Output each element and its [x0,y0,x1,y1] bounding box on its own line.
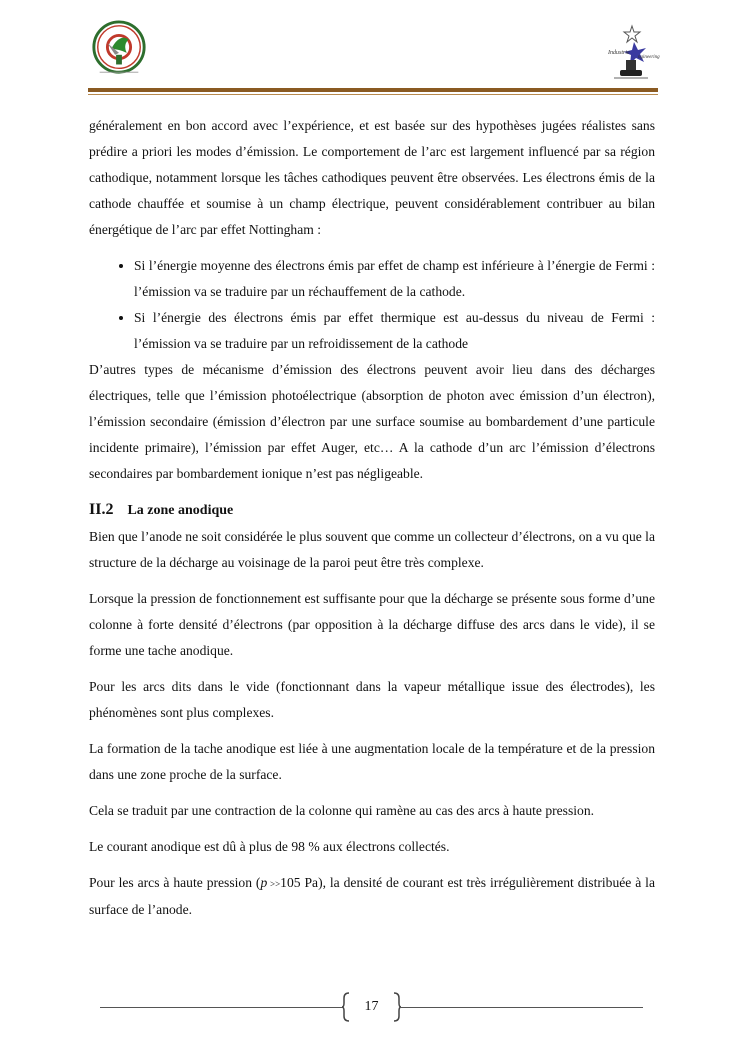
pressure-variable: p [260,875,268,890]
paragraph: Cela se traduit par une contraction de la colonne qui ramène au cas des arcs à haute pression. [89,803,595,818]
header-rule-thin [88,94,658,95]
section-title: La zone anodique [127,503,234,518]
paragraph: Le courant anodique est dû à plus de 98 % aux électrons collectés. [89,839,450,854]
much-greater-symbol: >> [267,879,281,889]
paragraph: Bien que l’anode ne soit considérée le plus souvent que comme un collecteur d’électrons, on a vu que la structure de la décharge au voisinage de la paroi peut être très complexe. [89,529,655,570]
page-header [0,0,745,100]
paragraph: généralement en bon accord avec l’expérience, et est basée sur des hypothèses jugées réalistes sans prédire a priori les modes d’émission. Le comportement de l’arc est largement influencé par sa région cathodique, notamment lorsque les tâches cathodiques peuvent être observées. Les électrons émis de la cathode chauffée et soumise à un champ électrique, peuvent considérablement contribuer au bilan énergétique de l’arc par effet Nottingham : [89,118,655,237]
university-emblem-icon [90,20,148,78]
footer-rule-left [100,1007,343,1008]
svg-text:Industrie: Industrie [608,50,630,56]
svg-text:ngineering: ngineering [638,55,660,60]
page-footer [0,990,745,1030]
list-item: • Si l’énergie des électrons émis par effet thermique est au-dessus du niveau de Fermi : l’émission va se traduire par un refroidissement de la cathode [134,305,655,357]
engineering-laboratory-logo-icon [604,24,660,82]
paragraph: Pour les arcs dits dans le vide (fonctionnant dans la vapeur métallique issue des électrodes), les phénomènes sont plus complexes. [89,679,655,720]
section-heading [89,497,655,524]
paragraph-text: 105 Pa), la densité de courant est très irrégulièrement distribuée à la surface de l’anode. [89,875,655,917]
section-number: II.2 [89,501,114,518]
paragraph [89,870,655,923]
paragraph-text: Pour les arcs à haute pression ( [89,875,261,890]
list-item: • Si l’énergie moyenne des électrons émis par effet de champ est inférieure à l’énergie de Fermi : l’émission va se traduire par un réchauffement de la cathode. [134,253,655,305]
bullet-list [89,253,655,357]
footer-rule-right [400,1007,643,1008]
page-content [89,113,655,923]
paragraph: La formation de la tache anodique est liée à une augmentation locale de la température et de la pression dans une zone proche de la surface. [89,741,655,782]
page-number: 17 [364,999,379,1014]
paragraph: Lorsque la pression de fonctionnement est suffisante pour que la décharge se présente sous forme d’une colonne à forte densité d’électrons (par opposition à la décharge diffuse des arcs dans le vide), il se forme une tache anodique. [89,591,655,658]
paragraph: D’autres types de mécanisme d’émission des électrons peuvent avoir lieu dans des décharges électriques, telle que l’émission photoélectrique (absorption de photon avec émission d’un électron), l’émission secondaire (émission d’électron par une surface soumise au bombardement d’une particule incidente primaire), l’émission par effet Auger, etc… A la cathode d’un arc l’émission d’électrons secondaires par bombardement ionique n’est pas négligeable. [89,362,655,481]
header-rule-thick [88,88,658,92]
